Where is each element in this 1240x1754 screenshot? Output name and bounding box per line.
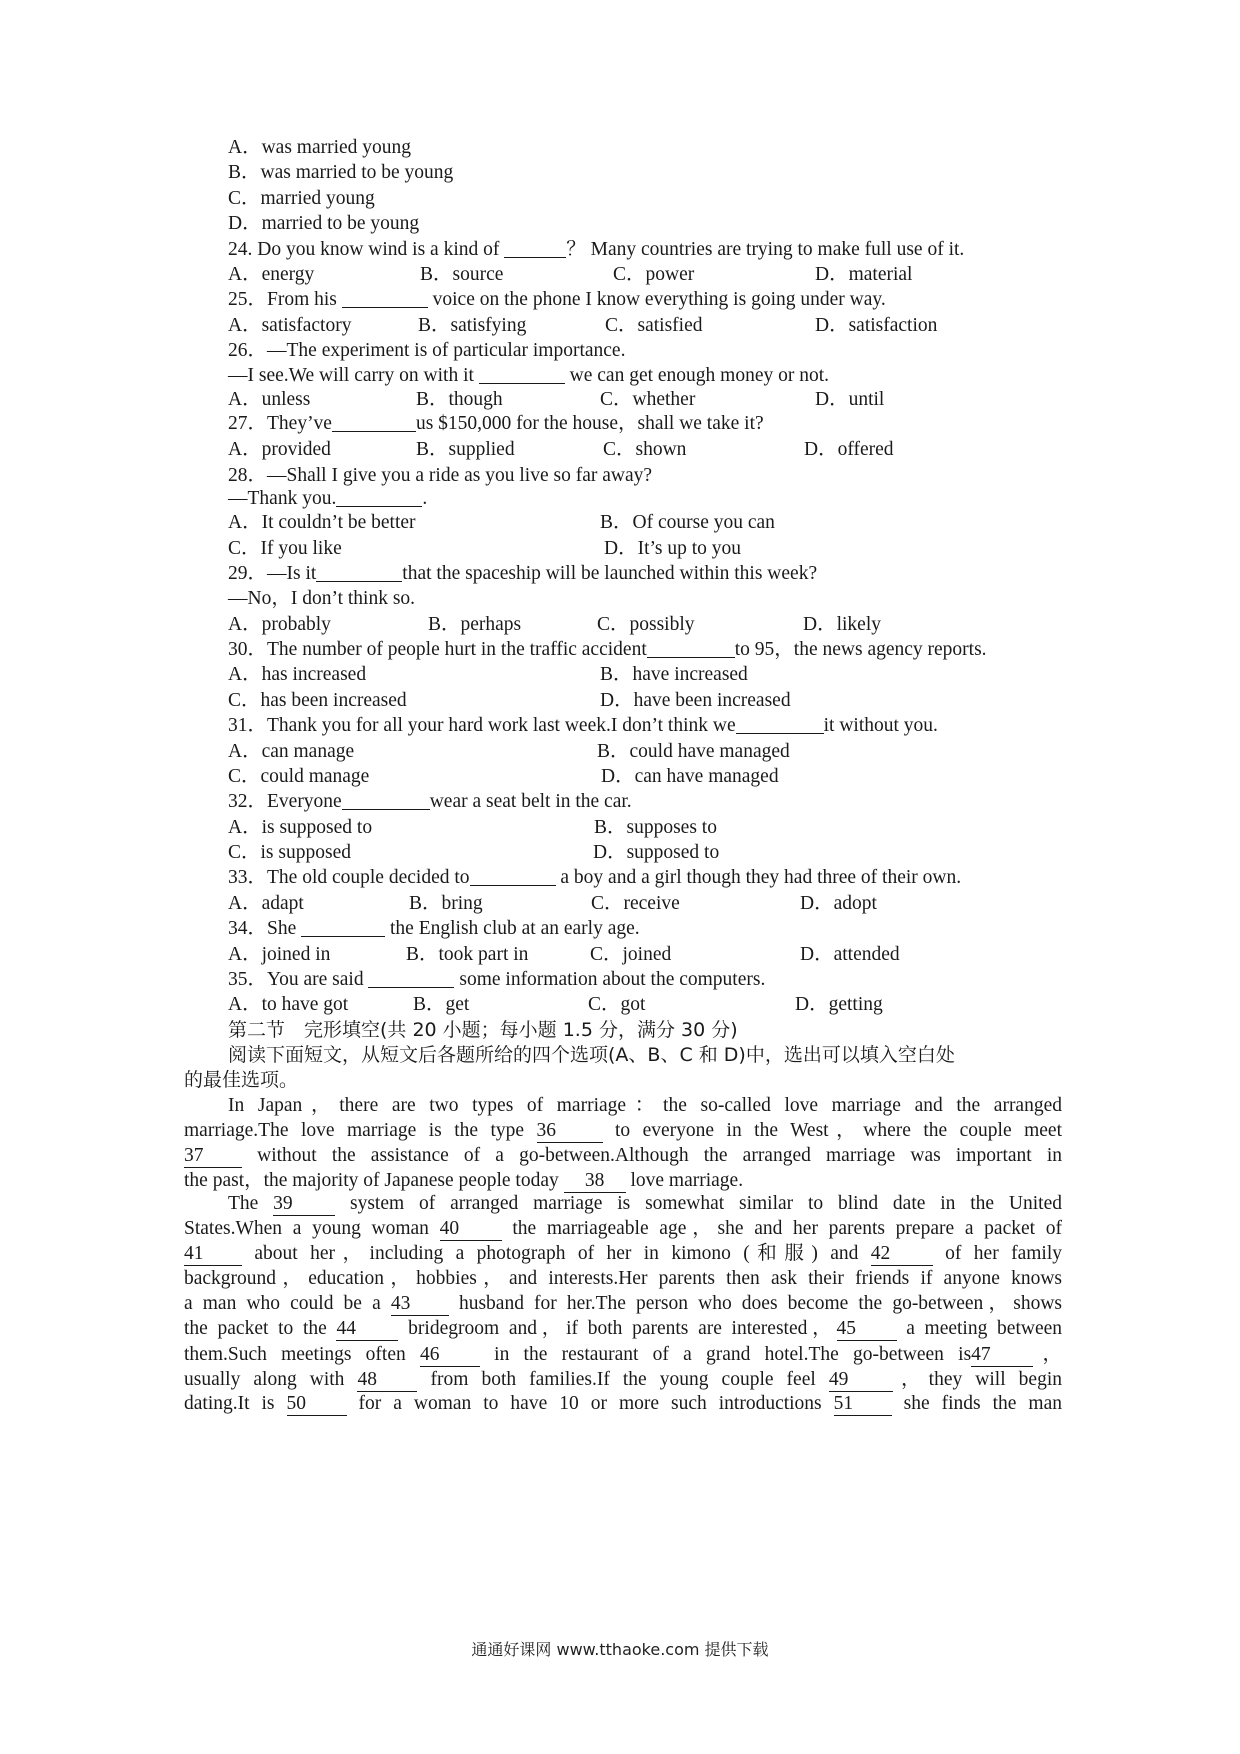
q28-option-a: A．It couldn’t be better bbox=[228, 512, 416, 533]
answer-blank bbox=[504, 238, 566, 258]
passage-line: a man who could be a 43 husband for her.The person who does become the go-between，shows bbox=[184, 1293, 1062, 1314]
q30-option-c: C．has been increased bbox=[228, 690, 407, 711]
q29-option-d: D．likely bbox=[803, 614, 881, 635]
q28-option-b: B．Of course you can bbox=[600, 512, 775, 533]
q25-option-a: A．satisfactory bbox=[228, 315, 352, 336]
q23-option-c: C．married young bbox=[228, 188, 375, 209]
passage-line: dating.It is 50 for a woman to have 10 or more such introductions 51 she finds the man bbox=[184, 1393, 1062, 1414]
passage-line: the past，the majority of Japanese people today 38 love marriage. bbox=[184, 1170, 744, 1191]
cloze-blank-43: 43 bbox=[391, 1293, 449, 1316]
q31-option-b: B．could have managed bbox=[597, 741, 790, 762]
q34-option-d: D．attended bbox=[800, 944, 900, 965]
q26-option-c: C．whether bbox=[600, 389, 696, 410]
q28-line1: 28．—Shall I give you a ride as you live so far away? bbox=[228, 465, 653, 486]
q33-option-d: D．adopt bbox=[800, 893, 877, 914]
cloze-blank-47: 47 bbox=[971, 1344, 1033, 1367]
q24-option-b: B．source bbox=[420, 264, 504, 285]
q26-stem: —I see.We will carry on with it we can get enough money or not. bbox=[228, 365, 830, 386]
cloze-blank-46: 46 bbox=[420, 1344, 480, 1367]
q26-option-a: A．unless bbox=[228, 389, 311, 410]
q33-option-a: A．adapt bbox=[228, 893, 304, 914]
q24-stem: 24. Do you know wind is a kind of ？ Many countries are trying to make full use of it. bbox=[228, 239, 965, 260]
cloze-blank-36: 36 bbox=[537, 1120, 603, 1143]
passage-line: 41 about her，including a photograph of her in kimono (和服) and 42 of her family bbox=[184, 1243, 1062, 1264]
q31-option-a: A．can manage bbox=[228, 741, 355, 762]
q31-option-d: D．can have managed bbox=[601, 766, 779, 787]
answer-blank bbox=[336, 487, 422, 507]
q31-option-c: C．could manage bbox=[228, 766, 370, 787]
q23-option-b: B．was married to be young bbox=[228, 162, 454, 183]
q28-option-c: C．If you like bbox=[228, 538, 342, 559]
q30-option-d: D．have been increased bbox=[600, 690, 791, 711]
answer-blank bbox=[301, 917, 385, 937]
q35-option-b: B．get bbox=[413, 994, 470, 1015]
q26-line1: 26．—The experiment is of particular importance. bbox=[228, 340, 626, 361]
q24-option-d: D．material bbox=[815, 264, 913, 285]
q28-option-d: D．It’s up to you bbox=[604, 538, 742, 559]
answer-blank bbox=[316, 562, 402, 582]
q27-option-b: B．supplied bbox=[416, 439, 515, 460]
cloze-blank-42: 42 bbox=[871, 1243, 933, 1266]
q31-stem: 31．Thank you for all your hard work last week.I don’t think we it without you. bbox=[228, 715, 938, 736]
q35-option-c: C．got bbox=[588, 994, 646, 1015]
cloze-blank-48: 48 bbox=[357, 1369, 417, 1392]
q24-option-a: A．energy bbox=[228, 264, 315, 285]
section-instructions-line2: 的最佳选项。 bbox=[184, 1069, 299, 1091]
passage-line: The 39 system of arranged marriage is somewhat similar to blind date in the United bbox=[228, 1193, 1062, 1214]
passage-line: usually along with 48 from both families.If the young couple feel 49 ，they will begin bbox=[184, 1369, 1062, 1390]
q34-option-b: B．took part in bbox=[406, 944, 529, 965]
q30-stem: 30．The number of people hurt in the traffic accident to 95，the news agency reports. bbox=[228, 639, 987, 660]
cloze-blank-51: 51 bbox=[834, 1393, 892, 1416]
q34-stem: 34．She the English club at an early age. bbox=[228, 918, 640, 939]
page-footer: 通通好课网 www.tthaoke.com 提供下载 bbox=[471, 1640, 769, 1659]
passage-line: States.When a young woman 40 the marriageable age，she and her parents prepare a packet of bbox=[184, 1218, 1062, 1239]
answer-blank bbox=[368, 968, 454, 988]
q27-stem: 27．They’ve us $150,000 for the house，shall we take it? bbox=[228, 413, 764, 434]
cloze-blank-40: 40 bbox=[440, 1218, 502, 1241]
answer-blank bbox=[479, 364, 565, 384]
q34-option-a: A．joined in bbox=[228, 944, 331, 965]
q26-option-b: B．though bbox=[416, 389, 503, 410]
passage-line: them.Such meetings often 46 in the restaurant of a grand hotel.The go-between is47 ， bbox=[184, 1344, 1062, 1365]
answer-blank bbox=[470, 866, 556, 886]
passage-line: the packet to the 44 bridegroom and，if both parents are interested，45 a meeting between bbox=[184, 1318, 1063, 1339]
q33-option-b: B．bring bbox=[409, 893, 483, 914]
q32-option-a: A．is supposed to bbox=[228, 817, 373, 838]
cloze-blank-38: 38 bbox=[564, 1170, 626, 1193]
q32-stem: 32．Everyone wear a seat belt in the car. bbox=[228, 791, 632, 812]
q30-option-b: B．have increased bbox=[600, 664, 748, 685]
q29-option-a: A．probably bbox=[228, 614, 331, 635]
q34-option-c: C．joined bbox=[590, 944, 672, 965]
q25-stem: 25．From his voice on the phone I know everything is going under way. bbox=[228, 289, 886, 310]
q25-option-d: D．satisfaction bbox=[815, 315, 938, 336]
q35-option-a: A．to have got bbox=[228, 994, 349, 1015]
passage-line: In Japan，there are two types of marriage：the so-called love marriage and the arranged bbox=[228, 1095, 1062, 1116]
passage-line: 37 without the assistance of a go-between.Although the arranged marriage was important in bbox=[184, 1145, 1062, 1166]
answer-blank bbox=[332, 412, 416, 432]
q26-option-d: D．until bbox=[815, 389, 885, 410]
q29-line2: —No，I don’t think so. bbox=[228, 588, 416, 609]
answer-blank bbox=[342, 288, 428, 308]
q32-option-b: B．supposes to bbox=[594, 817, 717, 838]
answer-blank bbox=[736, 714, 824, 734]
section-instructions-line1: 阅读下面短文，从短文后各题所给的四个选项(A、B、C 和 D)中，选出可以填入空白处 bbox=[228, 1044, 955, 1066]
q35-option-d: D．getting bbox=[795, 994, 883, 1015]
answer-blank bbox=[342, 790, 430, 810]
cloze-blank-50: 50 bbox=[287, 1393, 347, 1416]
section-heading: 第二节 完形填空(共 20 小题；每小题 1.5 分，满分 30 分) bbox=[228, 1019, 738, 1041]
cloze-blank-49: 49 bbox=[829, 1369, 893, 1392]
q29-option-c: C．possibly bbox=[597, 614, 695, 635]
q27-option-d: D．offered bbox=[804, 439, 894, 460]
q29-option-b: B．perhaps bbox=[428, 614, 522, 635]
q35-stem: 35．You are said some information about the computers. bbox=[228, 969, 766, 990]
q28-stem: —Thank you. . bbox=[228, 488, 428, 509]
q25-option-b: B．satisfying bbox=[418, 315, 527, 336]
cloze-blank-44: 44 bbox=[336, 1318, 398, 1341]
passage-line: marriage.The love marriage is the type 36 to everyone in the West，where the couple meet bbox=[184, 1120, 1062, 1141]
cloze-blank-41: 41 bbox=[184, 1243, 242, 1266]
q33-stem: 33．The old couple decided to a boy and a girl though they had three of their own. bbox=[228, 867, 962, 888]
q32-option-c: C．is supposed bbox=[228, 842, 351, 863]
cloze-blank-37: 37 bbox=[184, 1145, 242, 1168]
q25-option-c: C．satisfied bbox=[605, 315, 703, 336]
q23-option-d: D．married to be young bbox=[228, 213, 420, 234]
answer-blank bbox=[647, 638, 735, 658]
q32-option-d: D．supposed to bbox=[593, 842, 720, 863]
q33-option-c: C．receive bbox=[591, 893, 680, 914]
q24-option-c: C．power bbox=[613, 264, 695, 285]
q30-option-a: A．has increased bbox=[228, 664, 367, 685]
passage-line: background，education，hobbies，and interests.Her parents then ask their friends if anyone knows bbox=[184, 1268, 1062, 1289]
cloze-blank-45: 45 bbox=[837, 1318, 897, 1341]
q29-stem: 29．—Is it that the spaceship will be launched within this week? bbox=[228, 563, 818, 584]
cloze-blank-39: 39 bbox=[273, 1193, 335, 1216]
q27-option-a: A．provided bbox=[228, 439, 331, 460]
q23-option-a: A．was married young bbox=[228, 137, 412, 158]
q27-option-c: C．shown bbox=[603, 439, 687, 460]
